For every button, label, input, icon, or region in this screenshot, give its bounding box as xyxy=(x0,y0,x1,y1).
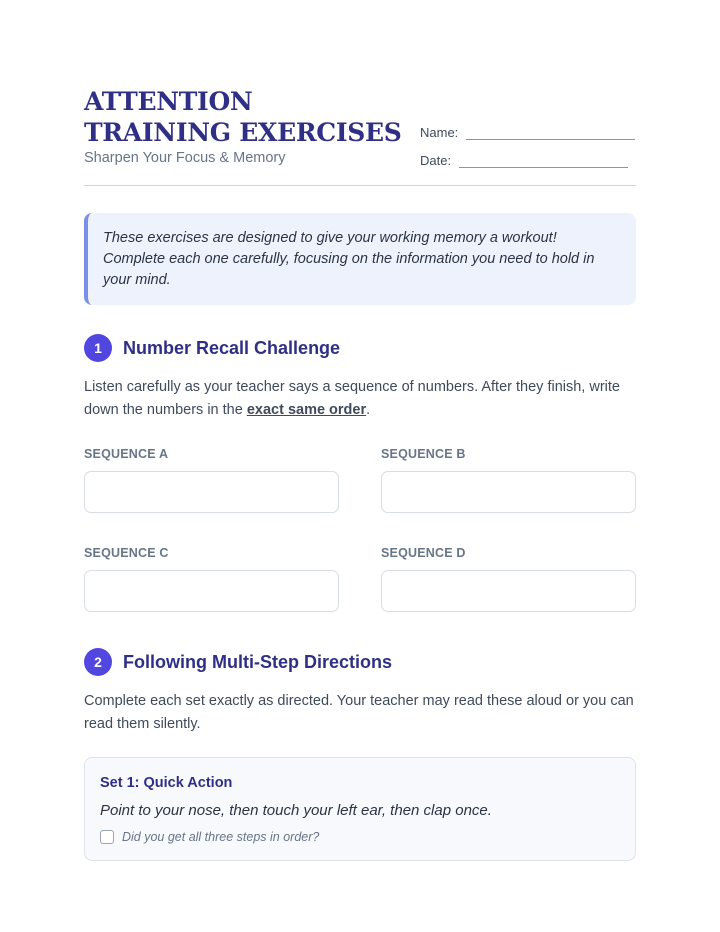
sequence-b-input[interactable] xyxy=(381,471,636,513)
worksheet-page xyxy=(84,0,636,844)
set-1-check-row xyxy=(100,830,319,844)
intro-callout: These exercises are designed to give your working memory a workout! Complete each one carefully, focusing on the information you need to hold in your mind. xyxy=(84,213,636,305)
sequence-c-input[interactable] xyxy=(84,570,339,612)
worksheet-header xyxy=(84,0,636,186)
name-line[interactable] xyxy=(466,122,635,140)
name-field-row xyxy=(420,122,635,140)
section-1-number-badge: 1 xyxy=(84,334,112,362)
sequence-a-input[interactable] xyxy=(84,471,339,513)
date-field-row xyxy=(420,150,628,168)
page-subtitle: Sharpen Your Focus & Memory xyxy=(84,150,286,166)
section-1-title: Number Recall Challenge xyxy=(123,337,341,358)
name-label: Name: xyxy=(420,125,459,140)
section-1-heading xyxy=(84,334,340,362)
date-line[interactable] xyxy=(459,150,628,168)
set-1-title: Set 1: Quick Action xyxy=(100,775,233,791)
section-2-instructions: Complete each set exactly as directed. Your teacher may read these aloud or you can read them silently. xyxy=(84,693,634,732)
page-title: ATTENTION TRAINING EXERCISES xyxy=(84,87,402,147)
section-2-heading xyxy=(84,648,392,676)
set-1-instruction: Point to your nose, then touch your left ear, then clap once. xyxy=(100,802,492,819)
section-1-instructions xyxy=(84,376,636,422)
set-1-card xyxy=(84,757,636,861)
section-1-emphasis: exact same order xyxy=(246,402,367,418)
sequence-c-label: SEQUENCE C xyxy=(84,546,169,560)
set-1-check-label: Did you get all three steps in order? xyxy=(122,830,320,844)
sequence-a-label: SEQUENCE A xyxy=(84,447,169,461)
set-1-checkbox[interactable] xyxy=(100,830,114,844)
section-2-number-badge: 2 xyxy=(84,648,112,676)
section-1-text-before: Listen carefully as your teacher says a sequence of numbers. After they finish, write down the numbers in the xyxy=(84,379,620,418)
section-1-text-after: . xyxy=(366,402,371,418)
sequence-d-input[interactable] xyxy=(381,570,636,612)
sequence-b-label: SEQUENCE B xyxy=(381,447,466,461)
date-label: Date: xyxy=(420,153,452,168)
sequence-d-label: SEQUENCE D xyxy=(381,546,466,560)
section-2-title: Following Multi-Step Directions xyxy=(123,651,392,672)
